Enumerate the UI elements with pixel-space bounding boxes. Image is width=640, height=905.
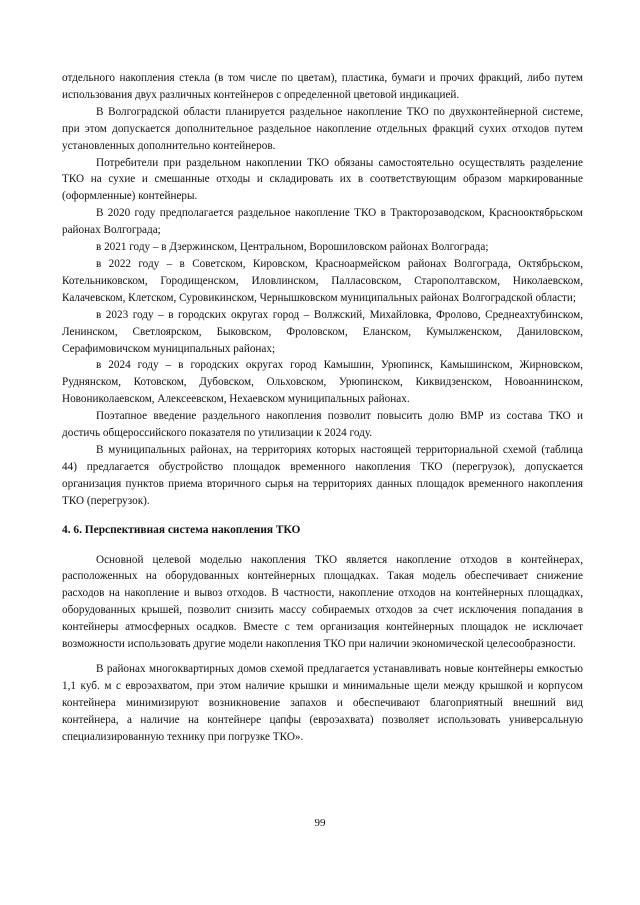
paragraph: Основной целевой моделью накопления ТКО является накопление отходов в контейнерах, расположенных на оборудованных контейнерных площадках. Такая модель обеспечивает снижение расходов на накопление и вывоз отходов. В частности, накопление отходов на контейнерных площадках, оборудованных крышей, позволит снизить массу собираемых отходов за счет исключения попадания в контейнеры атмосферных осадков. Вместе с тем организация контейнерных площадок не исключает возможности использовать другие модели накопления ТКО при наличии экономической целесообразности. — [62, 553, 583, 651]
paragraph: в 2021 году – в Дзержинском, Центральном, Ворошиловском районах Волгограда; — [96, 241, 489, 254]
paragraph: в 2022 году – в Советском, Кировском, Красноармейском районах Волгограда, Октябрьском, Котельниковском, Городищенском, Иловлинском, Палласовском, Старополтавском, Николаевском, Калачевском, Клетском, Суровикинском, Чернышковском муниципальных районах Волгоградской области; — [62, 257, 583, 304]
section-heading: 4. 6. Перспективная система накопления ТКО — [62, 523, 301, 536]
page-number: 99 — [314, 817, 326, 829]
paragraph: Потребители при раздельном накоплении ТКО обязаны самостоятельно осуществлять разделение ТКО на сухие и смешанные отходы и складировать их в соответствующим образом маркированные (оформленные) контейнеры. — [62, 156, 583, 203]
paragraph: В Волгоградской области планируется раздельное накопление ТКО по двухконтейнерной системе, при этом допускается дополнительное раздельное накопление отдельных фракций сухих отходов путем установленных дополнительно контейнеров. — [62, 105, 583, 152]
paragraph: отдельного накопления стекла (в том числе по цветам), пластика, бумаги и прочих фракций, либо путем использования двух различных контейнеров с определенной цветовой индикацией. — [62, 72, 583, 101]
paragraph: в 2023 году – в городских округах город – Волжский, Михайловка, Фролово, Среднеахтубинском, Ленинском, Светлоярском, Быковском, Фроловском, Еланском, Кумылженском, Даниловском, Серафимовичском муниципальных районах; — [62, 308, 583, 355]
paragraph: в 2024 году – в городских округах город Камышин, Урюпинск, Камышинском, Жирновском, Руднянском, Котовском, Дубовском, Ольховском, Урюпинском, Киквидзенском, Новоаннинском, Новониколаевском, Алексеевском, Нехаевском муниципальных районах. — [62, 359, 583, 406]
paragraph: В районах многоквартирных домов схемой предлагается устанавливать новые контейнеры емкостью 1,1 куб. м с евроэахватом, при этом наличие крышки и минимальные щели между крышкой и корпусом контейнера минимизируют возникновение запахов и обеспечивают благоприятный внешний вид контейнера, а наличие на контейнере цапфы (евроэахвата) позволяет использовать универсальную специализированную технику при погрузке ТКО». — [62, 663, 583, 743]
paragraph: В 2020 году предполагается раздельное накопление ТКО в Тракторозаводском, Краснооктябрьском районах Волгограда; — [62, 207, 583, 237]
page-body — [62, 70, 583, 746]
paragraph: Поэтапное введение раздельного накопления позволит повысить долю ВМР из состава ТКО и достичь общероссийского показателя по утилизации к 2024 году. — [62, 410, 583, 440]
paragraph: В муниципальных районах, на территориях которых настоящей территориальной схемой (таблица 44) предлагается обустройство площадок временного накопления ТКО (перегрузок), допускается организация пунктов приема вторичного сырья на территориях данных площадок временного накопления ТКО (перегрузок). — [62, 443, 583, 507]
